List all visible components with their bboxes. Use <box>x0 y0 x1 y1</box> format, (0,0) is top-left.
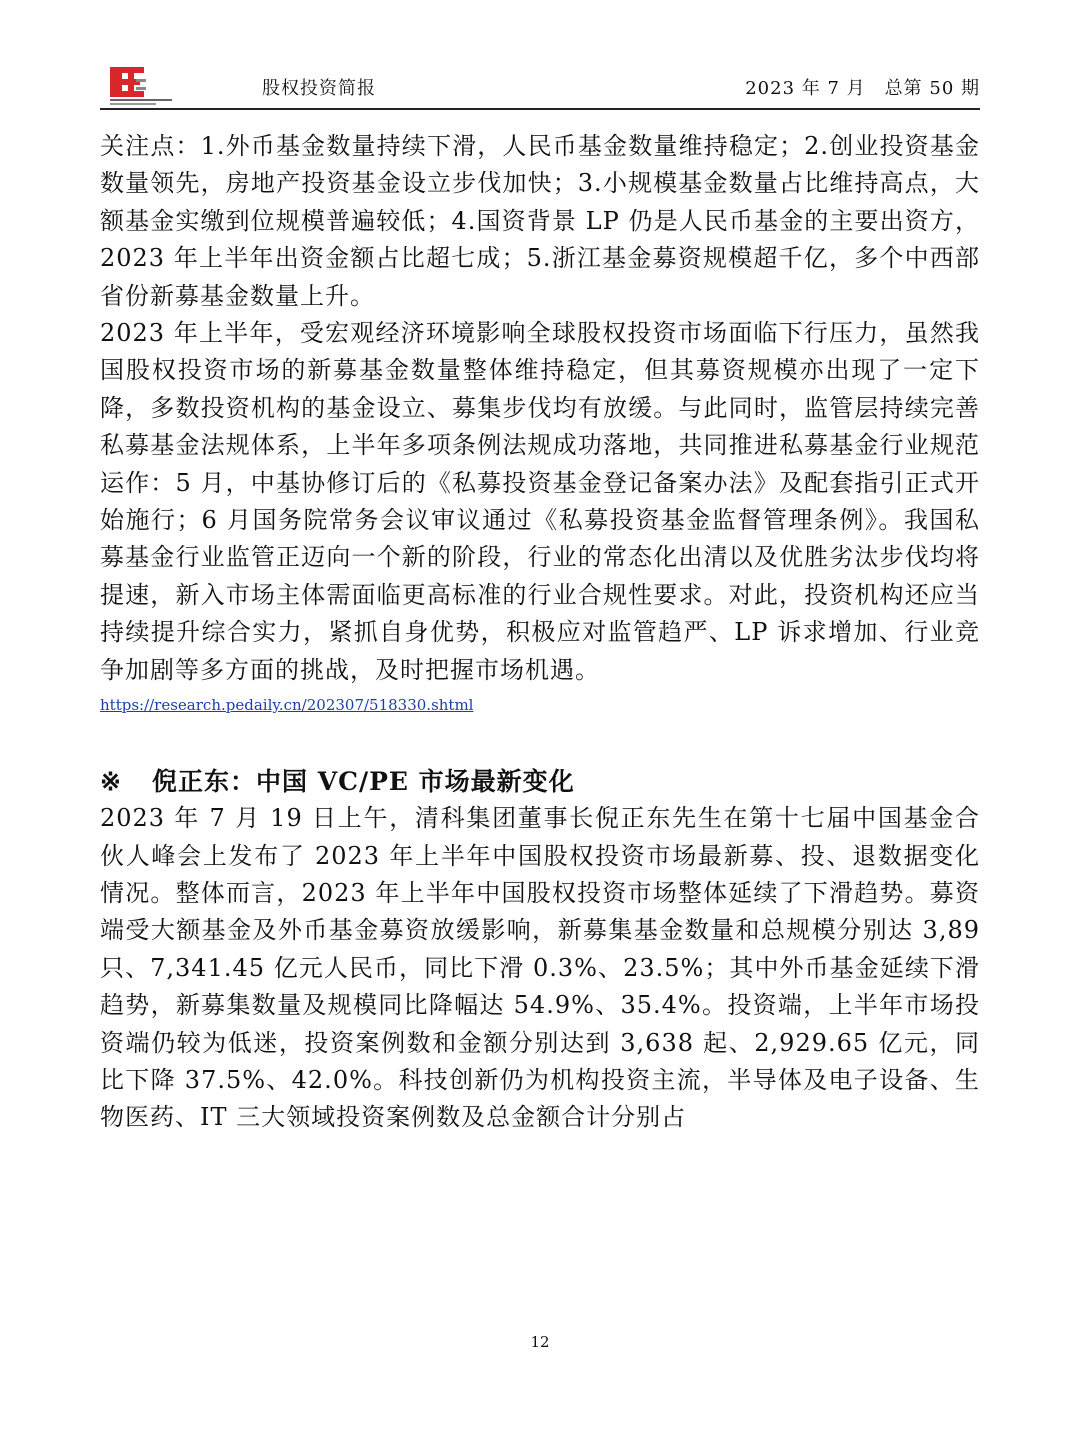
key-points-paragraph: 关注点：1.外币基金数量持续下滑，人民币基金数量维持稳定；2.创业投资基金数量领先，房地产投资基金设立步伐加快；3.小规模基金数量占比维持高点，大额基金实缴到位规模普遍较低；4.国资背景 LP 仍是人民币基金的主要出资方，2023 年上半年出资金额占比超七成；5.浙江基金募资规模超千亿，多个中西部省份新募基金数量上升。 <box>100 132 980 310</box>
publication-title: 股权投资简报 <box>262 78 376 99</box>
page-header <box>100 60 980 110</box>
vcpe-market-paragraph: 2023 年 7 月 19 日上午，清科集团董事长倪正东先生在第十七届中国基金合伙人峰会上发布了 2023 年上半年中国股权投资市场最新募、投、退数据变化情况。整体而言，2023 年上半年中国股权投资市场整体延续了下滑趋势。募资端受大额基金及外币基金募资放缓影响，新募集基金数量和总规模分别达 3,89 只、7,341.45 亿元人民币，同比下滑 0.3%、23.5%；其中外币基金延续下滑趋势，新募集数量及规模同比降幅达 54.9%、35.4%。投资端，上半年市场投资端仍较为低迷，投资案例数和金额分别达到 3,638 起、2,929.65 亿元，同比下降 37.5%、42.0%。科技创新仍为机构投资主流，半导体及电子设备、生物医药、IT 三大领域投资案例数及总金额合计分别占 <box>100 804 980 1132</box>
market-overview-paragraph: 2023 年上半年，受宏观经济环境影响全球股权投资市场面临下行压力，虽然我国股权投资市场的新募基金数量整体维持稳定，但其募资规模亦出现了一定下降，多数投资机构的基金设立、募集步伐均有放缓。与此同时，监管层持续完善私募基金法规体系，上半年多项条例法规成功落地，共同推进私募基金行业规范运作：5 月，中基协修订后的《私募投资基金登记备案办法》及配套指引正式开始施行；6 月国务院常务会议审议通过《私募投资基金监督管理条例》。我国私募基金行业监管正迈向一个新的阶段，行业的常态化出清以及优胜劣汰步伐均将提速，新入市场主体需面临更高标准的行业合规性要求。对此，投资机构还应当持续提升综合实力，紧抓自身优势，积极应对监管趋严、LP 诉求增加、行业竞争加剧等多方面的挑战，及时把握市场机遇。 <box>100 319 980 684</box>
section-heading <box>100 763 980 800</box>
header-divider <box>100 108 980 110</box>
section-title: 倪正东：中国 VC/PE 市场最新变化 <box>152 767 575 797</box>
page-number: 12 <box>530 1333 550 1351</box>
source-link[interactable]: https://research.pedaily.cn/202307/518330.shtml <box>100 696 474 715</box>
association-logo-icon <box>108 65 178 107</box>
reference-mark: ※ <box>100 767 122 797</box>
article-body <box>100 128 980 1137</box>
issue-date: 2023 年 7 月 总第 50 期 <box>745 78 980 99</box>
